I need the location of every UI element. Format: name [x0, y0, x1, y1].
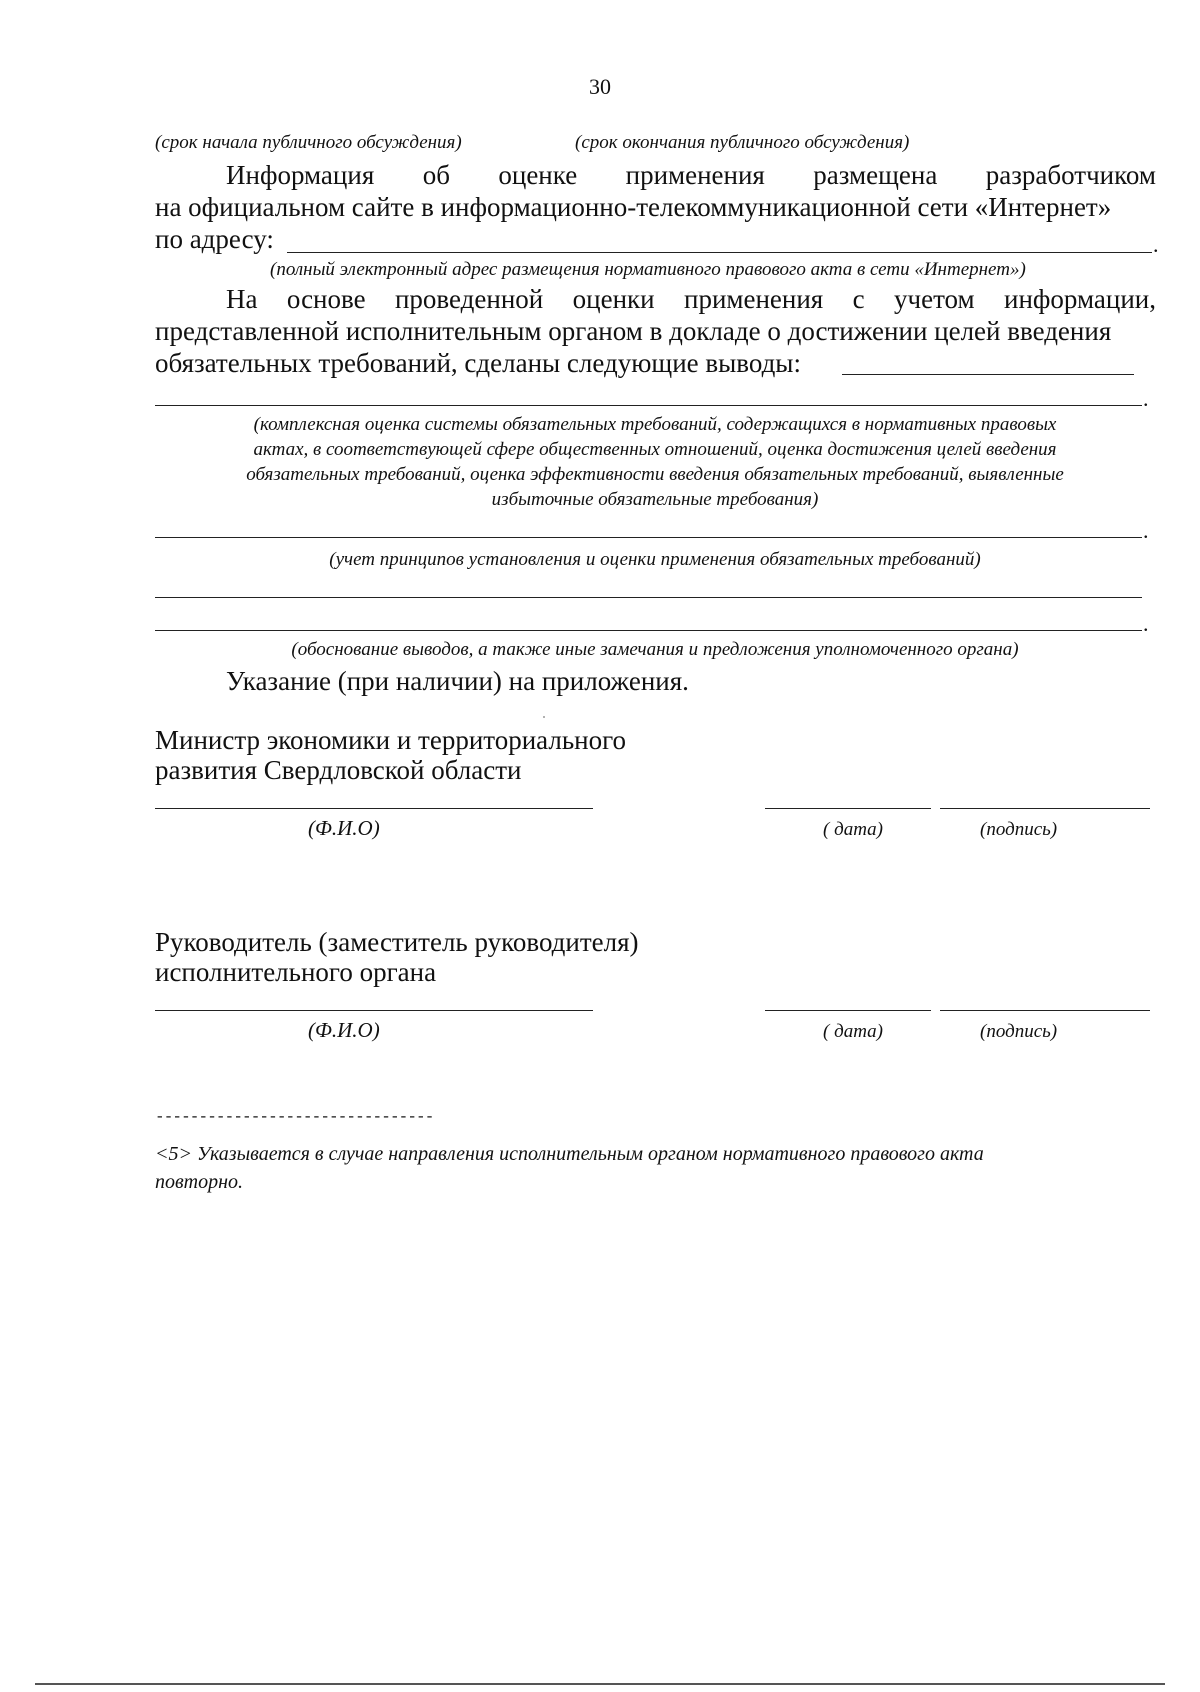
signatory1-fio-label: (Ф.И.О)	[308, 816, 380, 840]
footnote-line1: <5> Указывается в случае направления исполнительным органом нормативного правового акта	[155, 1143, 984, 1165]
conclusion-word: информации,	[1004, 284, 1156, 314]
signatory1-date-label: ( дата)	[823, 819, 883, 840]
justification-period: .	[1143, 611, 1149, 636]
signatory2-signature-label: (подпись)	[980, 1021, 1058, 1042]
attachments-line: Указание (при наличии) на приложения.	[226, 666, 689, 696]
signatory2-title-line1: Руководитель (заместитель руководителя)	[155, 927, 639, 957]
address-fill-line[interactable]	[287, 252, 1152, 253]
info-paragraph-line1	[226, 160, 1156, 190]
conclusion-word: применения	[684, 284, 824, 314]
principles-fill-line[interactable]	[155, 537, 1142, 538]
conclusion-word: с	[852, 284, 865, 314]
conclusion-word: оценки	[572, 284, 655, 314]
conclusion-line2: представленной исполнительным органом в докладе о достижении целей введения	[155, 316, 1112, 346]
info-word: применения	[625, 160, 765, 190]
footnote-separator: --------------------------------	[155, 1108, 434, 1126]
signatory1-date-line[interactable]	[765, 808, 931, 809]
conclusions-fill-line-2[interactable]	[155, 405, 1142, 406]
info-paragraph-line3: по адресу:	[155, 224, 274, 254]
address-hint: (полный электронный адрес размещения нормативного правового акта в сети «Интернет»)	[270, 259, 1026, 280]
signatory2-title-line2: исполнительного органа	[155, 957, 437, 987]
page-number: 30	[589, 74, 611, 99]
principles-hint: (учет принципов установления и оценки применения обязательных требований)	[329, 549, 981, 570]
principles-period: .	[1143, 518, 1149, 543]
conclusions-hint-line4: избыточные обязательные требования)	[491, 489, 819, 510]
info-word: разработчиком	[985, 160, 1156, 190]
scan-edge-line	[35, 1683, 1165, 1685]
info-word: Информация	[226, 160, 375, 190]
address-period: .	[1153, 232, 1159, 257]
conclusion-word: учетом	[894, 284, 975, 314]
scan-speck	[543, 716, 545, 718]
signatory1-title-line2: развития Свердловской области	[155, 755, 522, 785]
info-word: оценке	[498, 160, 578, 190]
conclusion-line3: обязательных требований, сделаны следующие выводы:	[155, 348, 801, 378]
info-word: об	[422, 160, 450, 190]
conclusions-period: .	[1143, 386, 1149, 411]
conclusions-fill-line-1[interactable]	[842, 374, 1134, 375]
signatory1-signature-line[interactable]	[940, 808, 1150, 809]
signatory2-date-label: ( дата)	[823, 1021, 883, 1042]
info-paragraph-line2: на официальном сайте в информационно-телекоммуникационной сети «Интернет»	[155, 192, 1112, 222]
discussion-start-label: (срок начала публичного обсуждения)	[155, 132, 462, 153]
conclusion-word: основе	[286, 284, 366, 314]
conclusion-line1	[226, 284, 1156, 314]
conclusion-word: На	[226, 284, 258, 314]
info-word: размещена	[813, 160, 938, 190]
signatory2-fio-label: (Ф.И.О)	[308, 1018, 380, 1042]
conclusions-hint-line3: обязательных требований, оценка эффективности введения обязательных требований, выявленные	[246, 464, 1064, 485]
signatory2-fio-line[interactable]	[155, 1010, 593, 1011]
signatory1-fio-line[interactable]	[155, 808, 593, 809]
signatory1-title-line1: Министр экономики и территориального	[155, 725, 627, 755]
discussion-end-label: (срок окончания публичного обсуждения)	[575, 132, 910, 153]
signatory1-signature-label: (подпись)	[980, 819, 1058, 840]
signatory2-signature-line[interactable]	[940, 1010, 1150, 1011]
conclusions-hint-line1: (комплексная оценка системы обязательных требований, содержащихся в нормативных правовых	[253, 414, 1057, 435]
signatory2-date-line[interactable]	[765, 1010, 931, 1011]
justification-fill-line-2[interactable]	[155, 630, 1142, 631]
conclusion-word: проведенной	[394, 284, 544, 314]
justification-hint: (обоснование выводов, а также иные замечания и предложения уполномоченного органа)	[291, 639, 1019, 660]
footnote-line2: повторно.	[155, 1171, 244, 1193]
justification-fill-line-1[interactable]	[155, 597, 1142, 598]
conclusions-hint-line2: актах, в соответствующей сфере общественных отношений, оценка достижения целей введения	[253, 439, 1057, 460]
